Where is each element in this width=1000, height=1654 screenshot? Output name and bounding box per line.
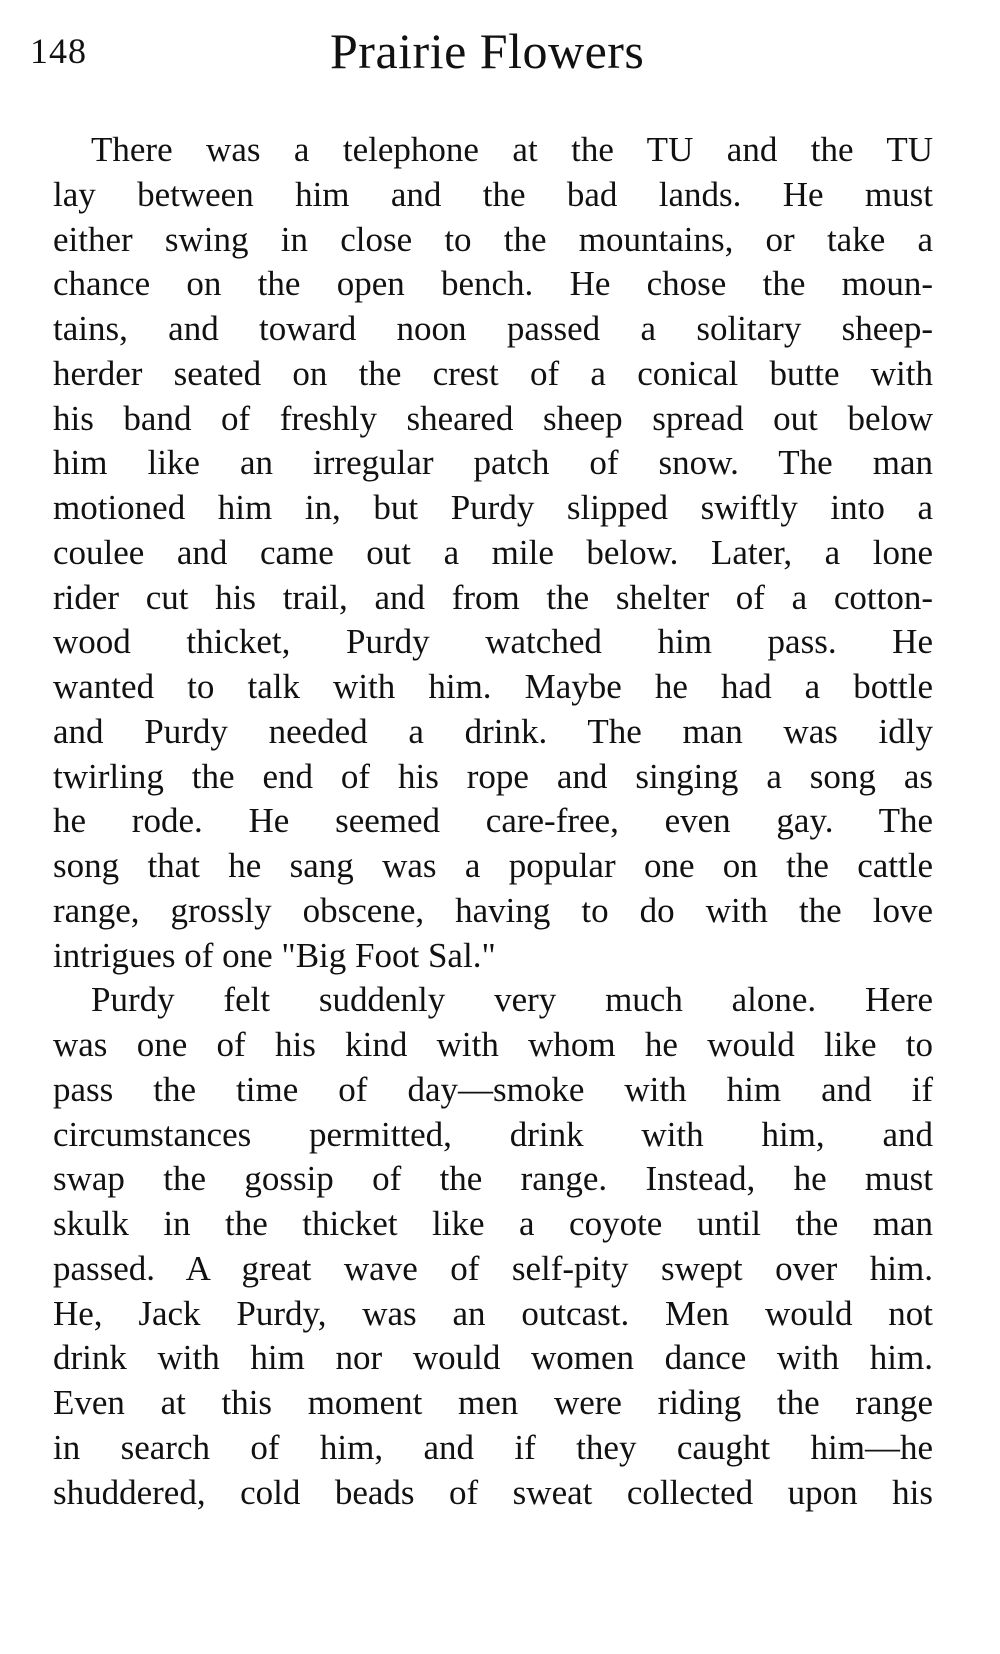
text-line: wood thicket, Purdy watched him pass. He xyxy=(53,622,933,662)
text-line: drink with him nor would women dance with him. xyxy=(53,1338,933,1378)
text-line: he rode. He seemed care-free, even gay. The xyxy=(53,801,933,841)
text-line: and Purdy needed a drink. The man was idly xyxy=(53,711,933,751)
text-line: herder seated on the crest of a conical butte with xyxy=(53,353,933,393)
text-line: his band of freshly sheared sheep spread out below xyxy=(53,398,933,438)
text-line: circumstances permitted, drink with him, and xyxy=(53,1114,933,1154)
running-title: Prairie Flowers xyxy=(330,23,645,79)
text-line: range, grossly obscene, having to do with the love xyxy=(53,890,933,930)
text-line: song that he sang was a popular one on the cattle xyxy=(53,846,933,885)
text-line: wanted to talk with him. Maybe he had a bottle xyxy=(53,667,933,706)
text-line: rider cut his trail, and from the shelter of a cotton- xyxy=(53,577,933,617)
text-line: There was a telephone at the TU and the TU xyxy=(91,130,933,169)
text-line: passed. A great wave of self-pity swept over him. xyxy=(53,1248,933,1288)
paragraph-1 xyxy=(53,128,933,978)
text-line: lay between him and the bad lands. He must xyxy=(53,174,933,214)
page-number: 148 xyxy=(30,31,87,71)
paragraph-2 xyxy=(53,978,933,1515)
text-line: twirling the end of his rope and singing a song as xyxy=(53,756,933,796)
text-line: swap the gossip of the range. Instead, he must xyxy=(53,1159,933,1199)
text-line: chance on the open bench. He chose the moun- xyxy=(53,264,933,304)
text-line: Even at this moment men were riding the range xyxy=(53,1383,933,1422)
text-line: Purdy felt suddenly very much alone. Here xyxy=(91,980,933,1020)
text-line: He, Jack Purdy, was an outcast. Men would not xyxy=(53,1293,933,1333)
text-line: in search of him, and if they caught him—he xyxy=(53,1427,933,1467)
text-line: pass the time of day—smoke with him and if xyxy=(53,1069,933,1109)
text-line: intrigues of one "Big Foot Sal." xyxy=(53,935,496,975)
text-line: shuddered, cold beads of sweat collected upon his xyxy=(53,1472,933,1512)
body-text xyxy=(53,128,933,1515)
text-line: was one of his kind with whom he would like to xyxy=(53,1025,933,1064)
text-line: motioned him in, but Purdy slipped swiftly into a xyxy=(53,488,933,527)
text-line: tains, and toward noon passed a solitary sheep- xyxy=(53,309,933,348)
text-line: skulk in the thicket like a coyote until the man xyxy=(53,1204,933,1243)
text-line: coulee and came out a mile below. Later, a lone xyxy=(53,532,933,572)
text-line: either swing in close to the mountains, or take a xyxy=(53,219,933,259)
text-line: him like an irregular patch of snow. The man xyxy=(53,443,933,483)
page-header xyxy=(30,22,930,92)
